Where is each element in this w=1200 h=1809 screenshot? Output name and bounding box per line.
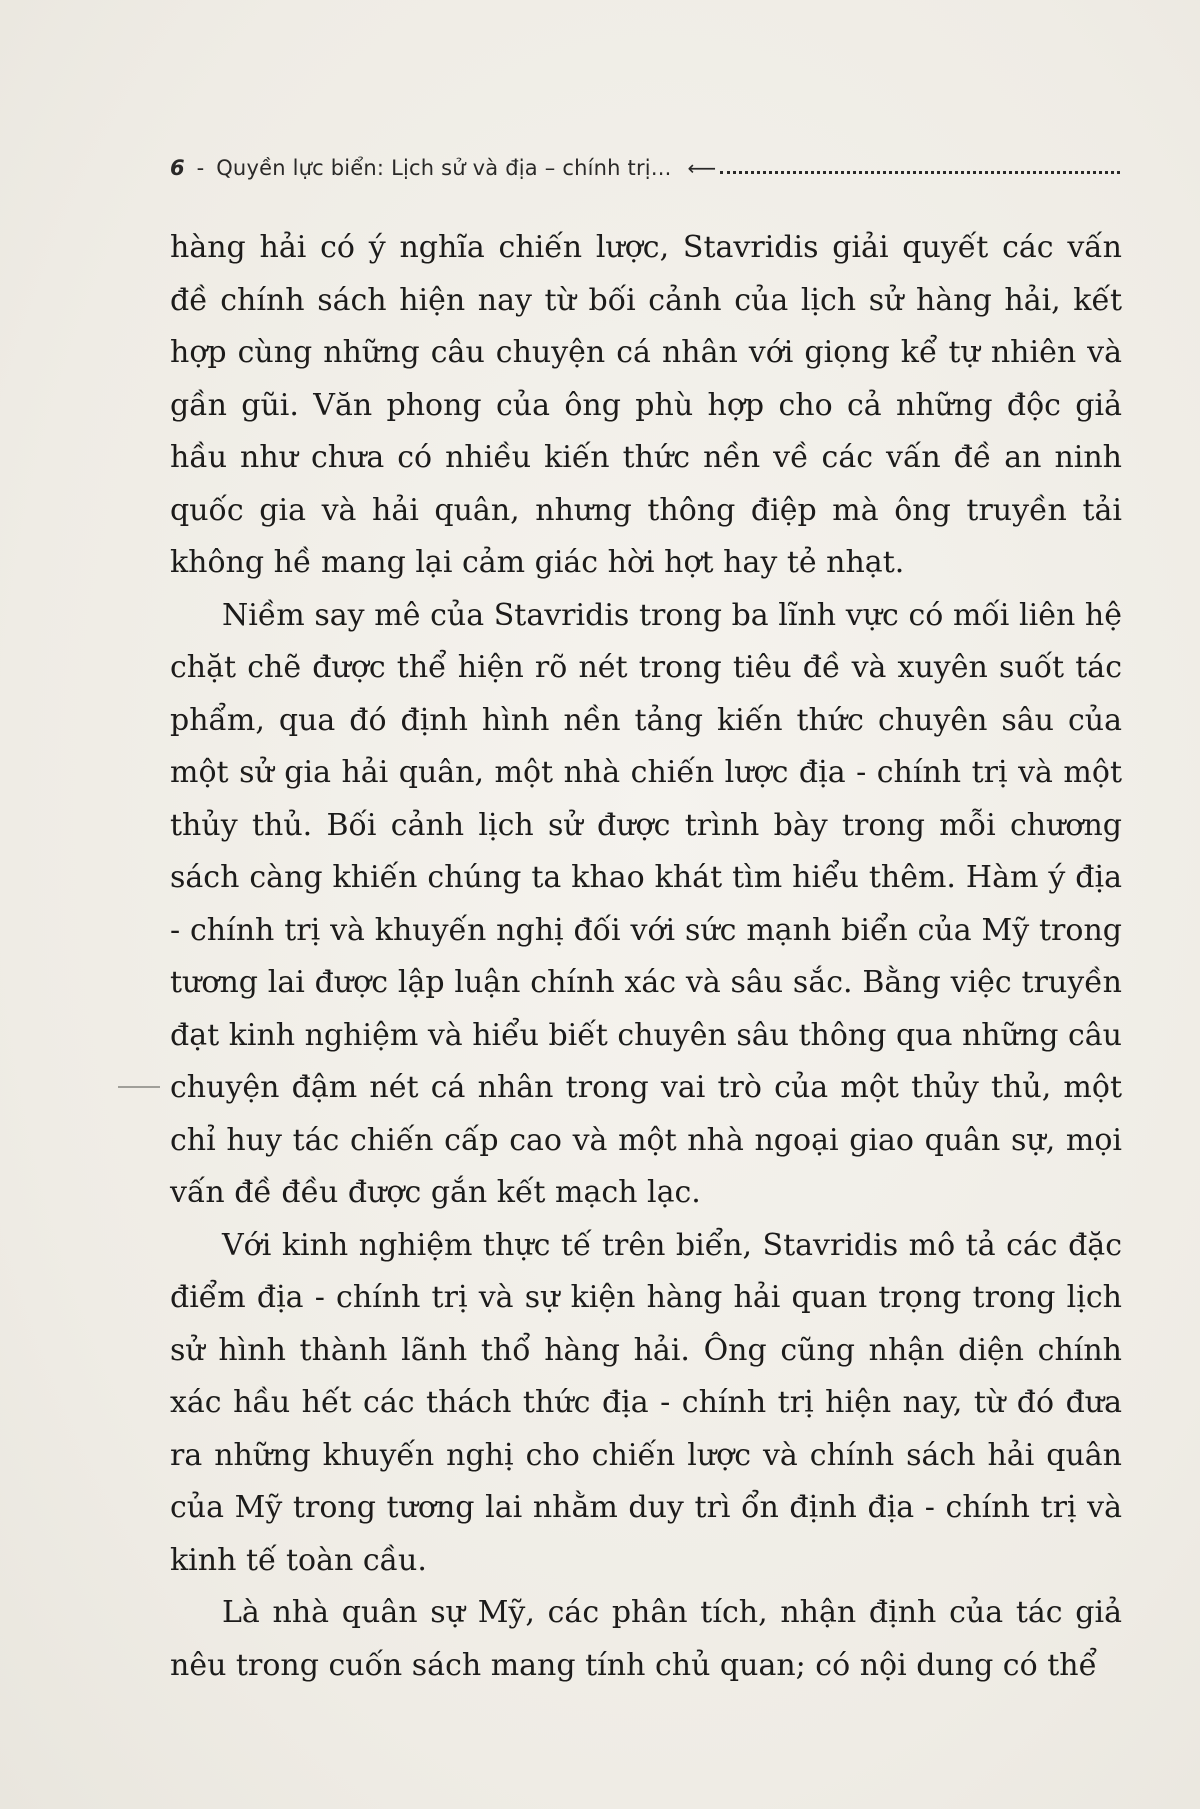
- arrow-left-icon: ⟵: [687, 156, 717, 180]
- paragraph: hàng hải có ý nghĩa chiến lược, Stavridis giải quyết các vấn đề chính sách hiện nay từ bối cảnh của lịch sử hàng hải, kết hợp cùng những câu chuyện cá nhân với giọng kể tự nhiên và gần gũi. Văn phong của ông phù hợp cho cả những độc giả hầu như chưa có nhiều kiến thức nền về các vấn đề an ninh quốc gia và hải quân, nhưng thông điệp mà ông truyền tải không hề mang lại cảm giác hời hợt hay tẻ nhạt.: [170, 230, 1122, 580]
- header-separator: -: [196, 156, 205, 180]
- paragraph: Niềm say mê của Stavridis trong ba lĩnh vực có mối liên hệ chặt chẽ được thể hiện rõ nét trong tiêu đề và xuyên suốt tác phẩm, qua đó định hình nền tảng kiến thức chuyên sâu của một sử gia hải quân, một nhà chiến lược địa - chính trị và một thủy thủ. Bối cảnh lịch sử được trình bày trong mỗi chương sách càng khiến chúng ta khao khát tìm hiểu thêm. Hàm ý địa - chính trị và khuyến nghị đối với sức mạnh biển của Mỹ trong tương lai được lập luận chính xác và sâu sắc. Bằng việc truyền đạt kinh nghiệm và hiểu biết chuyên sâu thông qua những câu chuyện đậm nét cá nhân trong vai trò của một thủy thủ, một chỉ huy tác chiến cấp cao và một nhà ngoại giao quân sự, mọi vấn đề đều được gắn kết mạch lạc.: [170, 597, 1122, 1210]
- page-number: 6: [170, 156, 185, 180]
- running-header: [170, 148, 1120, 188]
- paragraph: Với kinh nghiệm thực tế trên biển, Stavridis mô tả các đặc điểm địa - chính trị và sự kiện hàng hải quan trọng trong lịch sử hình thành lãnh thổ hàng hải. Ông cũng nhận diện chính xác hầu hết các thách thức địa - chính trị hiện nay, từ đó đưa ra những khuyến nghị cho chiến lược và chính sách hải quân của Mỹ trong tương lai nhằm duy trì ổn định địa - chính trị và kinh tế toàn cầu.: [170, 1227, 1122, 1578]
- running-title: Quyền lực biển: Lịch sử và địa – chính trị...: [216, 156, 672, 180]
- paragraph: Là nhà quân sự Mỹ, các phân tích, nhận định của tác giả nêu trong cuốn sách mang tính chủ quan; có nội dung có thể: [170, 1595, 1122, 1683]
- body-text: [170, 222, 1122, 1692]
- margin-mark: [118, 1086, 160, 1088]
- dotted-leader: [720, 171, 1120, 174]
